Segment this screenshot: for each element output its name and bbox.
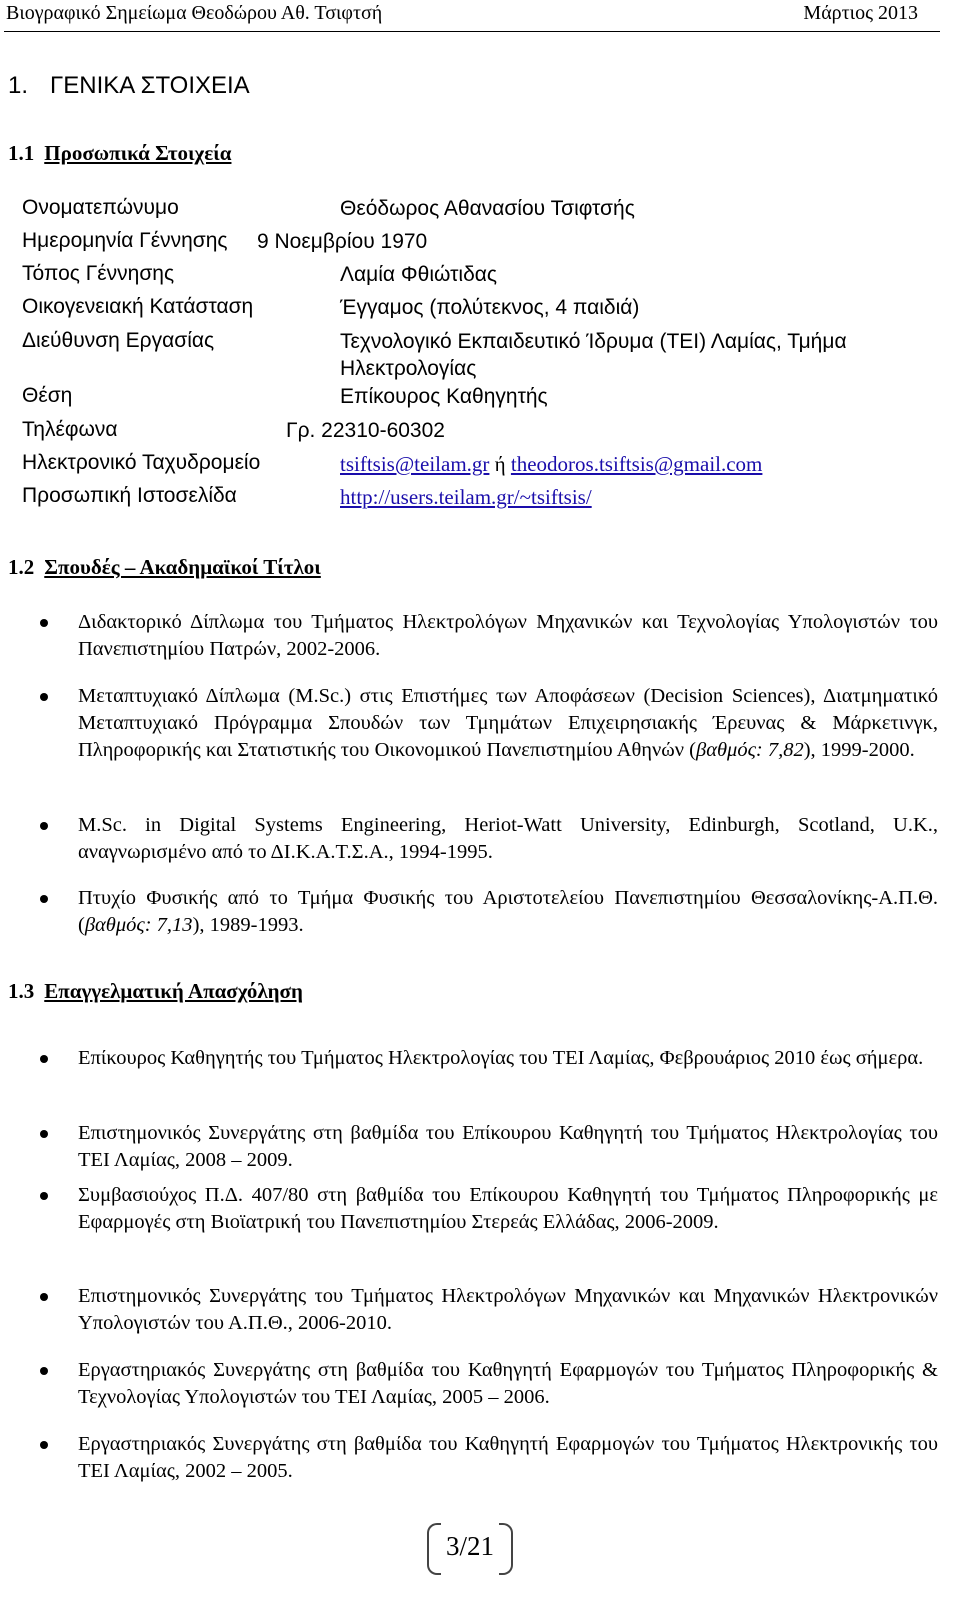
bullet-icon	[40, 1367, 48, 1375]
subsection-heading-personal	[8, 141, 231, 166]
list-item-text-end: ), 1999-2000.	[803, 739, 915, 761]
page-header	[0, 0, 940, 28]
field-label-birthdate: Ημερομηνία Γέννησης	[22, 229, 228, 252]
list-item-text-end: ), 1989-1993.	[192, 914, 304, 936]
website-link[interactable]: http://users.teilam.gr/~tsiftsis/	[340, 485, 592, 509]
bullet-icon	[40, 1055, 48, 1063]
list-item: Συμβασιούχος Π.Δ. 407/80 στη βαθμίδα του Επίκουρου Καθηγητή του Τμήματος Πληροφορικής με Εφαρμογές στη Βιοϊατρική του Πανεπιστημίου Στερεάς Ελλάδας, 2006-2009.	[78, 1184, 938, 1233]
list-item	[78, 885, 938, 939]
section-title: ΓΕΝΙΚΑ ΣΤΟΙΧΕΙΑ	[50, 72, 250, 99]
field-label-work-address: Διεύθυνση Εργασίας	[22, 329, 215, 352]
section-number: 1.	[8, 72, 29, 99]
list-item	[78, 683, 938, 764]
list-item-text: Πτυχίο Φυσικής από το Τμήμα Φυσικής του Αριστοτελείου Πανεπιστημίου Θεσσαλονίκης-Α.Π.Θ. (	[78, 887, 938, 936]
bullet-icon	[40, 693, 48, 701]
field-label-phone: Τηλέφωνα	[22, 418, 118, 441]
field-value-birthplace: Λαμία Φθιώτιδας	[340, 263, 498, 286]
list-item: M.Sc. in Digital Systems Engineering, Heriot-Watt University, Edinburgh, Scotland, U.K., αναγνωρισμένο από το ΔΙ.Κ.Α.Τ.Σ.Α., 1994-1995.	[78, 814, 938, 863]
list-item: Επιστημονικός Συνεργάτης στη βαθμίδα του Επίκουρου Καθηγητή του Τμήματος Ηλεκτρολογίας του ΤΕΙ Λαμίας, 2008 – 2009.	[78, 1122, 938, 1171]
field-value-email	[340, 451, 762, 477]
email-separator: ή	[489, 452, 511, 476]
subsection-title: Επαγγελματική Απασχόληση	[44, 979, 303, 1003]
list-item: Επίκουρος Καθηγητής του Τμήματος Ηλεκτρολογίας του ΤΕΙ Λαμίας, Φεβρουάριος 2010 έως σήμερα.	[78, 1047, 924, 1069]
subsection-heading-studies	[8, 555, 321, 580]
list-item: Επιστημονικός Συνεργάτης του Τμήματος Ηλεκτρολόγων Μηχανικών και Μηχανικών Ηλεκτρονικών Υπολογιστών του Α.Π.Θ., 2006-2010.	[78, 1285, 938, 1334]
list-item: Εργαστηριακός Συνεργάτης στη βαθμίδα του Καθηγητή Εφαρμογών του Τμήματος Ηλεκτρονικής του ΤΕΙ Λαμίας, 2002 – 2005.	[78, 1433, 938, 1482]
section-heading	[8, 72, 250, 100]
field-value-phone: Γρ. 22310-60302	[286, 419, 445, 442]
bullet-icon	[40, 1441, 48, 1449]
field-label-name: Ονοματεπώνυμο	[22, 196, 179, 219]
subsection-title: Προσωπικά Στοιχεία	[44, 141, 232, 165]
field-value-position: Επίκουρος Καθηγητής	[340, 385, 548, 408]
list-item: Διδακτορικό Δίπλωμα του Τμήματος Ηλεκτρολόγων Μηχανικών και Τεχνολογίας Υπολογιστών του Πανεπιστημίου Πατρών, 2002-2006.	[78, 611, 938, 660]
header-title: Βιογραφικό Σημείωμα Θεοδώρου Αθ. Τσιφτσή	[6, 2, 383, 24]
grade-text: βαθμός: 7,13	[84, 914, 193, 936]
field-label-position: Θέση	[22, 384, 73, 407]
bullet-icon	[40, 1192, 48, 1200]
field-value-work-address-cont: Ηλεκτρολογίας	[340, 357, 477, 380]
email-link-personal[interactable]: theodoros.tsiftsis@gmail.com	[510, 452, 763, 476]
field-value-birthdate: 9 Νοεμβρίου 1970	[257, 230, 428, 253]
subsection-heading-employment	[8, 979, 303, 1004]
field-value-work-address: Τεχνολογικό Εκπαιδευτικό Ίδρυμα (ΤΕΙ) Λαμίας, Τμήμα	[340, 330, 847, 353]
bullet-icon	[40, 1130, 48, 1138]
email-link-work[interactable]: tsiftsis@teilam.gr	[340, 452, 490, 476]
field-value-website	[340, 484, 592, 510]
subsection-title: Σπουδές – Ακαδημαϊκοί Τίτλοι	[44, 555, 321, 579]
field-label-marital: Οικογενειακή Κατάσταση	[22, 295, 254, 318]
subsection-number: 1.2	[8, 555, 35, 579]
header-date: Μάρτιος 2013	[803, 2, 918, 24]
field-label-website: Προσωπική Ιστοσελίδα	[22, 484, 237, 507]
bullet-icon	[40, 1293, 48, 1301]
list-item-text: Μεταπτυχιακό Δίπλωμα (M.Sc.) στις Επιστήμες των Αποφάσεων (Decision Sciences), Διατμηματικό Μεταπτυχιακό Πρόγραμμα Σπουδών των Τμημάτων Επιχειρησιακής Έρευνας & Μάρκετινγκ, Πληροφορικής και Στατιστικής του Οικονομικού Πανεπιστημίου Αθηνών (	[78, 685, 938, 761]
right-brace-icon	[499, 1523, 513, 1575]
grade-text: βαθμός: 7,82	[695, 739, 804, 761]
page-number	[425, 1519, 515, 1577]
bullet-icon	[40, 822, 48, 830]
subsection-number: 1.1	[8, 141, 35, 165]
field-label-email: Ηλεκτρονικό Ταχυδρομείο	[22, 451, 261, 474]
bullet-icon	[40, 619, 48, 627]
field-value-marital: Έγγαμος (πολύτεκνος, 4 παιδιά)	[340, 296, 640, 319]
list-item: Εργαστηριακός Συνεργάτης στη βαθμίδα του Καθηγητή Εφαρμογών του Τμήματος Πληροφορικής & Τεχνολογίας Υπολογιστών του ΤΕΙ Λαμίας, 2005 – 2006.	[78, 1359, 938, 1408]
field-value-name: Θεόδωρος Αθανασίου Τσιφτσής	[340, 197, 635, 220]
field-label-birthplace: Τόπος Γέννησης	[22, 262, 175, 285]
bullet-icon	[40, 895, 48, 903]
subsection-number: 1.3	[8, 979, 35, 1003]
page-number-text: 3/21	[445, 1531, 494, 1561]
header-rule	[4, 31, 940, 32]
